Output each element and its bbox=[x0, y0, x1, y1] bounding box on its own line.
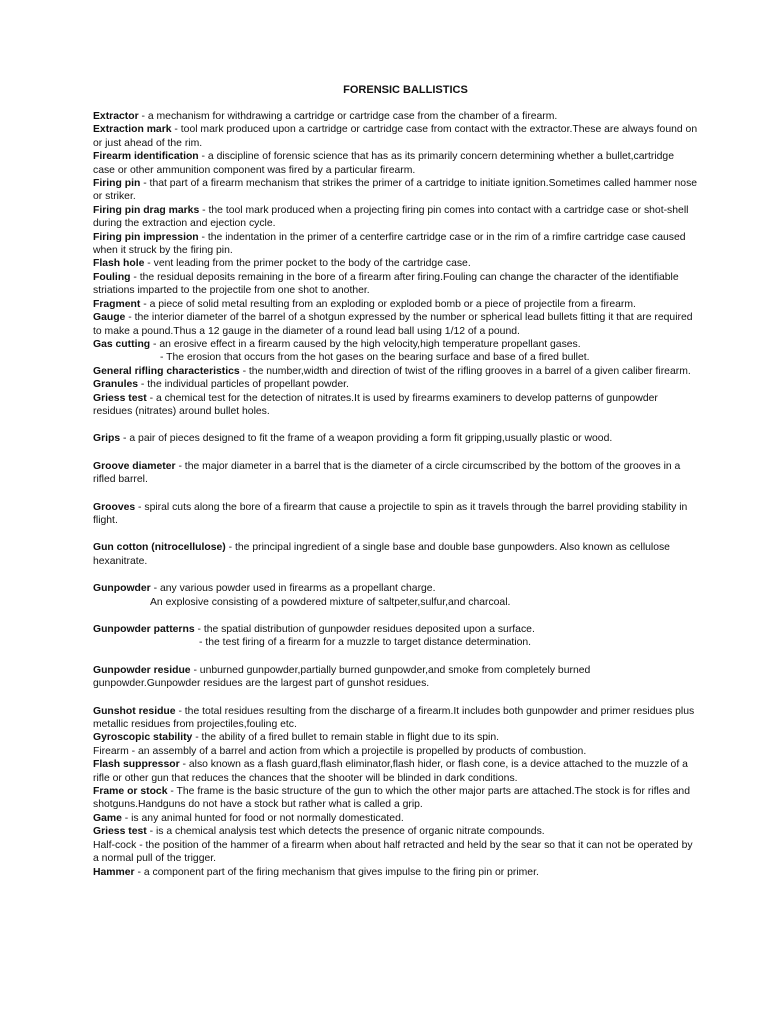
entry-term: Firearm bbox=[93, 745, 129, 757]
entry-definition: - the major diameter in a barrel that is the diameter of a circle circumscribed by the bottom of the grooves in a rifled barrel. bbox=[93, 460, 681, 486]
entry-definition: - spiral cuts along the bore of a firearm that cause a projectile to spin as it travels through the barrel providing stability in flight. bbox=[93, 501, 688, 526]
entry-term: Frame or stock bbox=[93, 786, 168, 798]
glossary-entry bbox=[93, 150, 698, 177]
entry-term: Gyroscopic stability bbox=[93, 732, 193, 744]
glossary-entry bbox=[93, 378, 698, 391]
entry-definition: - the total residues resulting from the discharge of a firearm.It includes both gunpowder and primer residues plus metallic residues from projectiles,fouling etc. bbox=[93, 705, 695, 731]
entry-definition: - any various powder used in firearms as a propellant charge. bbox=[150, 583, 436, 595]
entry-definition: - an erosive effect in a firearm caused by the high velocity,high temperature propellant gases. bbox=[150, 338, 581, 350]
entry-term: Firearm identification bbox=[93, 151, 199, 163]
entry-definition: - the interior diameter of the barrel of a shotgun expressed by the number or spherical lead bullets fitting it that are required to make a pound.Thus a 12 gauge in the diameter of a round lead ball using 1/12 of a pound. bbox=[93, 312, 693, 337]
entry-definition: - a chemical test for the detection of nitrates.It is used by firearms examiners to develop patterns of gunpowder residues (nitrates) around bullet holes. bbox=[93, 392, 658, 417]
entry-definition: - the ability of a fired bullet to remain stable in flight due to its spin. bbox=[192, 732, 500, 744]
glossary-entry bbox=[93, 271, 698, 298]
glossary-entry bbox=[93, 110, 698, 123]
entry-term: Firing pin impression bbox=[93, 231, 199, 243]
entry-definition: - also known as a flash guard,flash eliminator,flash hider, or flash cone, is a device attached to the muzzle of a rifle or other gun that reduces the chances that the shooter will be blinded in dark conditions. bbox=[93, 759, 688, 784]
entry-continuation: shotguns.Handguns do not have a stock but rather what is called a grip. bbox=[93, 799, 423, 811]
entry-definition: - the principal ingredient of a single base and double base gunpowders. Also known as cellulose hexanitrate. bbox=[93, 542, 670, 567]
entry-definition: - an assembly of a barrel and action from which a projectile is propelled by products of combustion. bbox=[128, 745, 587, 757]
entry-term: Game bbox=[93, 812, 122, 824]
entry-term: Granules bbox=[93, 379, 139, 391]
glossary-entry bbox=[93, 825, 698, 838]
entry-definition: - is any animal hunted for food or not normally domesticated. bbox=[121, 812, 404, 824]
entry-definition: - the indentation in the primer of a centerfire cartridge case or in the rim of a rimfire cartridge case caused when it struck by the firing pin. bbox=[93, 231, 686, 257]
entry-term: Groove diameter bbox=[93, 460, 176, 472]
entry-continuation: An explosive consisting of a powdered mixture of saltpeter,sulfur,and charcoal. bbox=[150, 596, 511, 608]
glossary-entry bbox=[93, 664, 698, 691]
glossary-entry bbox=[93, 705, 698, 732]
entry-definition: - the position of the hammer of a firearm when about half retracted and held by the sear so that it can not be operated by a normal pull of the trigger. bbox=[93, 839, 693, 865]
glossary-entry bbox=[93, 501, 698, 528]
glossary-entry bbox=[93, 338, 698, 365]
glossary-entry bbox=[93, 839, 698, 866]
entry-term: Half-cock bbox=[93, 839, 137, 851]
entry-term: Griess test bbox=[93, 392, 147, 404]
glossary-entry bbox=[93, 365, 698, 378]
glossary-entry bbox=[93, 623, 698, 650]
entry-definition: - the individual particles of propellant powder. bbox=[138, 379, 349, 391]
entry-term: Gunpowder bbox=[93, 583, 151, 595]
entry-term: Extraction mark bbox=[93, 124, 172, 136]
glossary-entry bbox=[93, 745, 698, 758]
glossary-entry bbox=[93, 298, 698, 311]
entry-term: Grips bbox=[93, 433, 121, 445]
entry-definition: - a mechanism for withdrawing a cartridge or cartridge case from the chamber of a firearm. bbox=[138, 111, 558, 122]
entry-definition: - is a chemical analysis test which detects the presence of organic nitrate compounds. bbox=[146, 826, 545, 838]
glossary-entry bbox=[93, 541, 698, 568]
glossary-entry bbox=[93, 311, 698, 338]
entry-term: Hammer bbox=[93, 866, 135, 878]
glossary-entry bbox=[93, 758, 698, 785]
entry-term: Flash suppressor bbox=[93, 759, 180, 771]
entry-definition: - the spatial distribution of gunpowder residues deposited upon a surface. bbox=[194, 624, 535, 635]
entry-definition: - a component part of the firing mechanism that gives impulse to the firing pin or primer. bbox=[134, 866, 539, 878]
entry-definition: - a discipline of forensic science that has as its primarily concern determining whether a bullet,cartridge case or other ammunition component was fired by a particular firearm. bbox=[93, 151, 674, 176]
entry-term: Fragment bbox=[93, 298, 141, 310]
entry-definition: - the number,width and direction of twist of the rifling grooves in a barrel of a given caliber firearm. bbox=[239, 365, 691, 377]
entry-definition: - unburned gunpowder,partially burned gunpowder,and smoke from completely burned gunpowder.Gunpowder residues are the largest part of gunshot residues. bbox=[93, 664, 591, 690]
entry-term: Gunpowder residue bbox=[93, 664, 191, 676]
glossary-entry bbox=[93, 460, 698, 487]
entry-term: General rifling characteristics bbox=[93, 365, 240, 377]
glossary-entry bbox=[93, 731, 698, 744]
entry-term: Fouling bbox=[93, 271, 131, 283]
entry-term: Gunshot residue bbox=[93, 705, 176, 717]
entry-definition: - a pair of pieces designed to fit the frame of a weapon providing a form fit gripping,usually plastic or wood. bbox=[120, 433, 613, 445]
entry-continuation: - The erosion that occurs from the hot gases on the bearing surface and base of a fired bullet. bbox=[160, 352, 590, 364]
glossary-entry bbox=[93, 432, 698, 445]
document-title: FORENSIC BALLISTICS bbox=[343, 84, 468, 96]
glossary-entry bbox=[93, 177, 698, 204]
entry-definition: - tool mark produced upon a cartridge or cartridge case from contact with the extractor.These are always found on or just ahead of the rim. bbox=[93, 124, 698, 149]
entry-term: Gauge bbox=[93, 312, 126, 324]
entry-term: Flash hole bbox=[93, 258, 145, 270]
entry-term: Gas cutting bbox=[93, 338, 151, 350]
glossary-entry bbox=[93, 231, 698, 258]
entry-term: Gunpowder patterns bbox=[93, 624, 195, 635]
entry-term: Griess test bbox=[93, 826, 147, 838]
glossary-entry bbox=[93, 204, 698, 231]
entry-definition: - The frame is the basic structure of the gun to which the other major parts are attached.The stock is for rifles and bbox=[167, 786, 690, 798]
entry-term: Gun cotton (nitrocellulose) bbox=[93, 542, 226, 554]
entry-definition: - the residual deposits remaining in the bore of a firearm after firing.Fouling can change the character of the identifiable striations imparted to the projectile from one shot to another. bbox=[93, 271, 679, 297]
entry-definition: - a piece of solid metal resulting from an exploding or exploded bomb or a piece of projectile from a firearm. bbox=[140, 298, 636, 310]
entry-term: Firing pin bbox=[93, 178, 141, 190]
glossary-entry bbox=[93, 123, 698, 150]
entry-term: Grooves bbox=[93, 501, 136, 513]
glossary-entry bbox=[93, 866, 698, 879]
glossary-entry bbox=[93, 257, 698, 270]
entry-definition: - the tool mark produced when a projecting firing pin comes into contact with a cartridge case or shot-shell during the extraction and ejection cycle. bbox=[93, 204, 689, 230]
entry-term: Extractor bbox=[93, 111, 139, 122]
entry-term: Firing pin drag marks bbox=[93, 204, 200, 216]
entry-continuation: - the test firing of a firearm for a muzzle to target distance determination. bbox=[199, 637, 532, 649]
glossary-entry bbox=[93, 785, 698, 812]
entry-definition: - vent leading from the primer pocket to the body of the cartridge case. bbox=[144, 258, 471, 270]
glossary-entry bbox=[93, 812, 698, 825]
glossary-entry bbox=[93, 392, 698, 419]
glossary-entry bbox=[93, 582, 698, 609]
entry-definition: - that part of a firearm mechanism that strikes the primer of a cartridge to initiate ignition.Sometimes called hammer nose or striker. bbox=[93, 178, 698, 203]
